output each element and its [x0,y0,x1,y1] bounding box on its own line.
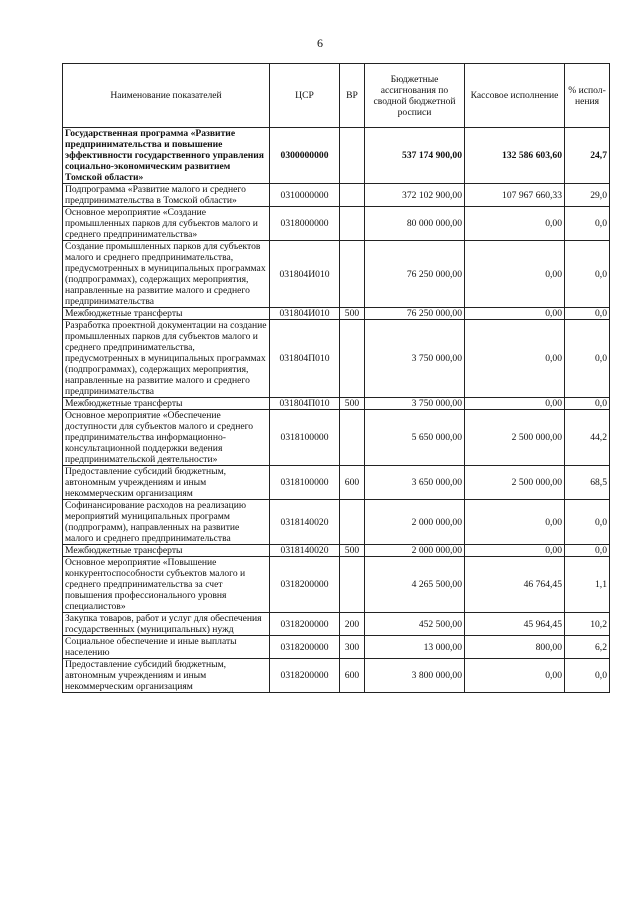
header-vr: ВР [340,64,365,128]
cell-csr: 031804И010 [270,308,340,320]
cell-vr [340,207,365,241]
cell-cash: 0,00 [465,320,565,398]
cell-csr: 0300000000 [270,128,340,184]
cell-csr: 0318200000 [270,659,340,693]
cell-vr: 600 [340,466,365,500]
budget-table [62,63,610,693]
table-row [63,613,610,636]
cell-csr: 031804И010 [270,241,340,308]
cell-cash: 0,00 [465,398,565,410]
cell-name: Социальное обеспечение и иные выплаты населению [63,636,270,659]
cell-budget: 372 102 900,00 [365,184,465,207]
cell-name: Предоставление субсидий бюджетным, автономным учреждениям и иным некоммерческим организациям [63,659,270,693]
cell-csr: 0318000000 [270,207,340,241]
cell-csr: 031804П010 [270,398,340,410]
cell-budget: 3 750 000,00 [365,320,465,398]
table-row [63,128,610,184]
table-row [63,241,610,308]
table-row [63,398,610,410]
table-header-row [63,64,610,128]
cell-budget: 3 750 000,00 [365,398,465,410]
table-row [63,308,610,320]
table-row [63,557,610,613]
cell-cash: 2 500 000,00 [465,466,565,500]
cell-vr: 200 [340,613,365,636]
cell-vr [340,320,365,398]
cell-cash: 107 967 660,33 [465,184,565,207]
cell-name: Разработка проектной документации на создание промышленных парков для субъектов малого и среднего предпринимательства, предусмотренных в муниципальных программах (подпрограммах), содержащих мероприятия, направленные на развитие малого и среднего предпринимательства [63,320,270,398]
cell-percent: 10,2 [565,613,610,636]
cell-percent: 0,0 [565,320,610,398]
cell-percent: 0,0 [565,545,610,557]
header-percent: % испол-нения [565,64,610,128]
cell-vr [340,184,365,207]
header-name: Наименование показателей [63,64,270,128]
table-row [63,545,610,557]
cell-csr: 0318100000 [270,466,340,500]
cell-name: Межбюджетные трансферты [63,398,270,410]
header-cash: Кассовое исполнение [465,64,565,128]
cell-vr: 500 [340,398,365,410]
cell-cash: 800,00 [465,636,565,659]
cell-percent: 44,2 [565,410,610,466]
cell-percent: 0,0 [565,241,610,308]
cell-cash: 0,00 [465,207,565,241]
cell-name: Подпрограмма «Развитие малого и среднего предпринимательства в Томской области» [63,184,270,207]
cell-vr [340,241,365,308]
cell-percent: 0,0 [565,398,610,410]
table-row [63,184,610,207]
cell-budget: 80 000 000,00 [365,207,465,241]
cell-vr: 500 [340,545,365,557]
cell-budget: 76 250 000,00 [365,308,465,320]
cell-cash: 2 500 000,00 [465,410,565,466]
cell-percent: 24,7 [565,128,610,184]
cell-budget: 76 250 000,00 [365,241,465,308]
cell-name: Основное мероприятие «Создание промышленных парков для субъектов малого и среднего предпринимательства» [63,207,270,241]
cell-budget: 537 174 900,00 [365,128,465,184]
cell-csr: 0318100000 [270,410,340,466]
cell-csr: 0318200000 [270,636,340,659]
cell-csr: 0318140020 [270,545,340,557]
cell-budget: 4 265 500,00 [365,557,465,613]
table-body [63,128,610,693]
cell-cash: 132 586 603,60 [465,128,565,184]
cell-percent: 68,5 [565,466,610,500]
cell-budget: 13 000,00 [365,636,465,659]
cell-percent: 0,0 [565,500,610,545]
cell-cash: 0,00 [465,659,565,693]
cell-budget: 452 500,00 [365,613,465,636]
header-budget: Бюджетные ассигнования по сводной бюджетной росписи [365,64,465,128]
cell-cash: 45 964,45 [465,613,565,636]
cell-csr: 0318200000 [270,613,340,636]
cell-budget: 5 650 000,00 [365,410,465,466]
cell-vr [340,128,365,184]
cell-budget: 3 800 000,00 [365,659,465,693]
header-csr: ЦСР [270,64,340,128]
cell-name: Основное мероприятие «Повышение конкурентоспособности субъектов малого и среднего предпринимательства за счет повышения профессионального уровня специалистов» [63,557,270,613]
cell-budget: 3 650 000,00 [365,466,465,500]
cell-vr [340,410,365,466]
table-row [63,410,610,466]
cell-budget: 2 000 000,00 [365,545,465,557]
cell-csr: 0310000000 [270,184,340,207]
cell-csr: 0318200000 [270,557,340,613]
cell-percent: 6,2 [565,636,610,659]
cell-vr: 500 [340,308,365,320]
cell-cash: 46 764,45 [465,557,565,613]
cell-cash: 0,00 [465,241,565,308]
cell-name: Предоставление субсидий бюджетным, автономным учреждениям и иным некоммерческим организациям [63,466,270,500]
cell-name: Создание промышленных парков для субъектов малого и среднего предпринимательства, предусмотренных в муниципальных программах (подпрограммах), содержащих мероприятия, направленные на развитие малого и среднего предпринимательства [63,241,270,308]
cell-name: Межбюджетные трансферты [63,545,270,557]
table-row [63,636,610,659]
cell-name: Закупка товаров, работ и услуг для обеспечения государственных (муниципальных) нужд [63,613,270,636]
cell-vr: 600 [340,659,365,693]
cell-name: Государственная программа «Развитие предпринимательства и повышение эффективности государственного управления социально-экономическим развитием Томской области» [63,128,270,184]
cell-cash: 0,00 [465,308,565,320]
table-row [63,500,610,545]
table-row [63,320,610,398]
cell-cash: 0,00 [465,545,565,557]
table-row [63,659,610,693]
table-row [63,466,610,500]
cell-vr: 300 [340,636,365,659]
cell-vr [340,500,365,545]
cell-vr [340,557,365,613]
page-number: 6 [317,36,323,50]
cell-csr: 0318140020 [270,500,340,545]
cell-csr: 031804П010 [270,320,340,398]
cell-name: Софинансирование расходов на реализацию мероприятий муниципальных программ (подпрограмм), направленных на развитие малого и среднего предпринимательства [63,500,270,545]
cell-percent: 1,1 [565,557,610,613]
table-row [63,207,610,241]
cell-percent: 29,0 [565,184,610,207]
cell-percent: 0,0 [565,308,610,320]
cell-name: Основное мероприятие «Обеспечение доступности для субъектов малого и среднего предпринимательства информационно-консультационной поддержки ведения предпринимательской деятельности» [63,410,270,466]
cell-name: Межбюджетные трансферты [63,308,270,320]
cell-cash: 0,00 [465,500,565,545]
cell-percent: 0,0 [565,659,610,693]
cell-budget: 2 000 000,00 [365,500,465,545]
cell-percent: 0,0 [565,207,610,241]
